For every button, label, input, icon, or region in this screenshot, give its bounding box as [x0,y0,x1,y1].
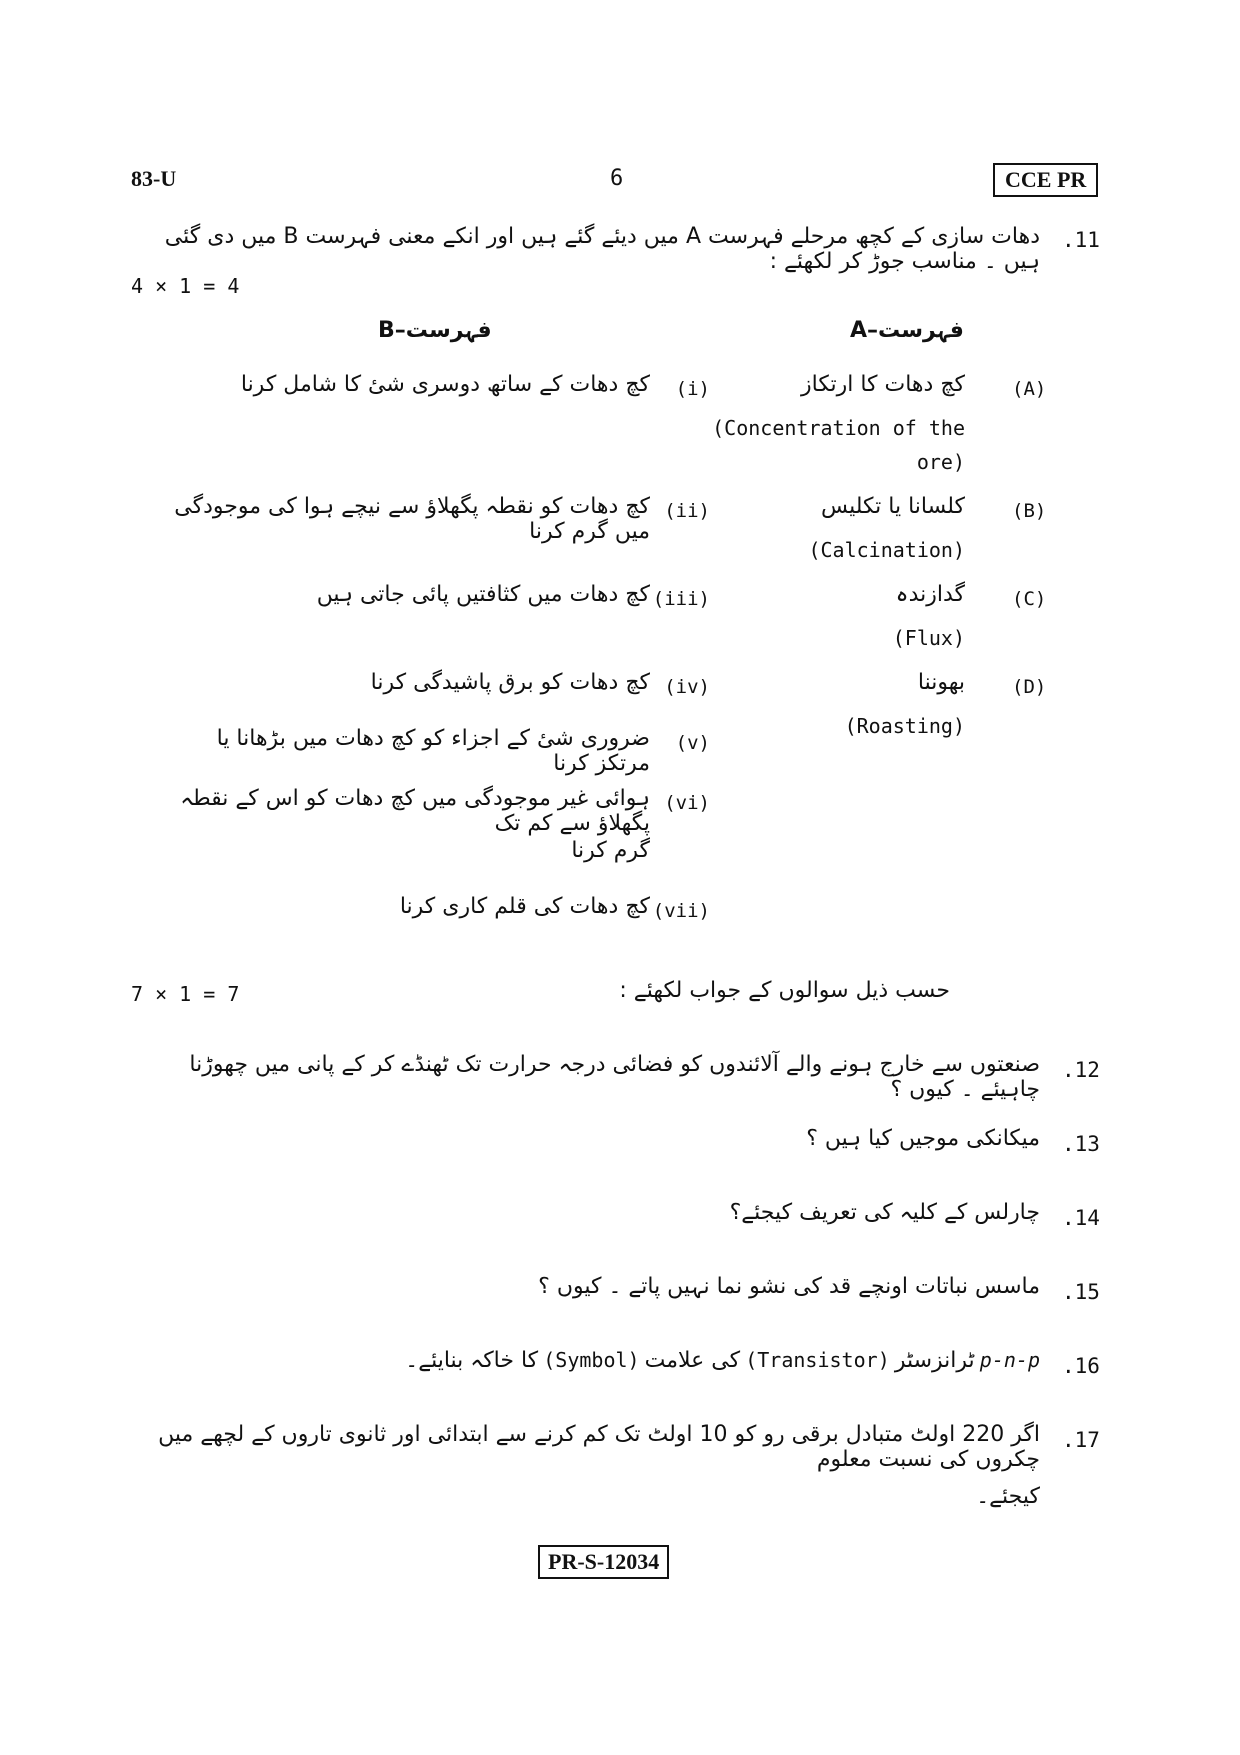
question-14-text: چارلس کے کلیہ کی تعریف کیجئے؟ [729,1200,1040,1225]
symbol-urdu: کی علامت [644,1348,741,1373]
list-b-text: کچ دھات کو نقطہ پگھلاؤ سے نیچے ہوا کی موجودگی میں گرم کرنا [174,494,650,544]
transistor-term: (Transistor) [745,1348,890,1372]
section-marks: 7 × 1 = 7 [131,982,240,1006]
question-number-11: .11 [1062,228,1100,252]
page-number: 6 [610,166,624,191]
question-11-text: دھات سازی کے کچھ مرحلے فہرست A میں دیئے گئے ہیں اور انکے معنی فہرست B میں دی گئی ہیں ۔ مناسب جوڑ کر لکھئے : [164,224,1040,274]
question-number-15: .15 [1062,1280,1100,1304]
list-a-urdu: کچ دھات کا ارتکاز [801,372,965,397]
draw-instruction: کا خاکہ بنایئے۔ [405,1348,539,1373]
list-a-english: (Roasting) [844,714,965,738]
pnp-term: p-n-p [979,1348,1040,1372]
symbol-term: (Symbol) [543,1348,640,1372]
list-b-text: کچ دھات کے ساتھ دوسری شیٔ کا شامل کرنا [240,372,650,397]
list-b-text: کچ دھات کو برق پاشیدگی کرنا [370,670,650,695]
question-11-marks: 4 × 1 = 4 [131,274,240,298]
question-17-text-cont: کیجئے۔ [976,1484,1040,1509]
list-b-label: (v) [675,732,710,754]
list-b-label: (iv) [664,676,710,698]
section-instruction: حسب ذیل سوالوں کے جواب لکھئے : [619,978,950,1003]
question-15-text: ماسس نباتات اونچے قد کی نشو نما نہیں پاتے ۔ کیوں ؟ [538,1274,1040,1299]
list-b-label: (iii) [652,588,710,610]
list-b-label: (vi) [664,792,710,814]
question-number-14: .14 [1062,1206,1100,1230]
transistor-urdu: ٹرانزسٹر [894,1348,975,1373]
list-a-english: (Calcination) [808,538,965,562]
list-b-label: (i) [675,378,710,400]
question-number-13: .13 [1062,1132,1100,1156]
list-a-english-cont: ore) [916,450,965,474]
list-a-urdu: کلسانا یا تکلیس [821,494,965,519]
paper-code: 83-U [131,166,177,191]
list-a-heading: فہرست–A [850,318,964,343]
list-b-label: (ii) [664,500,710,522]
list-a-urdu: گدازندہ [895,582,965,607]
list-a-label: (D) [1012,676,1047,698]
list-a-english: (Concentration of the [712,416,965,440]
list-a-english: (Flux) [892,626,965,650]
list-a-urdu: بھوننا [917,670,965,695]
question-12-text: صنعتوں سے خارج ہونے والے آلائندوں کو فضائی درجہ حرارت تک ٹھنڈے کر کے پانی میں چھوڑنا چاہیئے ۔ کیوں ؟ [189,1052,1040,1102]
list-b-label: (vii) [652,900,710,922]
list-a-label: (A) [1012,378,1047,400]
list-b-text: کچ دھات میں کثافتیں پائی جاتی ہیں [316,582,650,607]
list-b-text: ہوائی غیر موجودگی میں کچ دھات کو اس کے نقطہ پگھلاؤ سے کم تک [180,786,650,836]
question-17-text: اگر 220 اولٹ متبادل برقی رو کو 10 اولٹ تک کم کرنے سے ابتدائی اور ثانوی تاروں کے لچھے میں چکروں کی نسبت معلوم [158,1422,1040,1472]
question-16-text [140,1348,1040,1373]
list-b-text-cont: گرم کرنا [571,838,650,863]
footer-code-box: PR-S-12034 [538,1545,669,1579]
question-number-12: .12 [1062,1058,1100,1082]
list-b-text: ضروری شیٔ کے اجزاء کو کچ دھات میں بڑھانا یا مرتکز کرنا [216,726,650,776]
list-a-label: (C) [1012,588,1047,610]
exam-code-box: CCE PR [993,163,1098,197]
question-13-text: میکانکی موجیں کیا ہیں ؟ [806,1126,1040,1151]
question-number-16: .16 [1062,1354,1100,1378]
list-b-text: کچ دھات کی قلم کاری کرنا [399,894,650,919]
list-a-label: (B) [1012,500,1047,522]
question-number-17: .17 [1062,1428,1100,1452]
list-b-heading: فہرست–B [378,318,492,343]
